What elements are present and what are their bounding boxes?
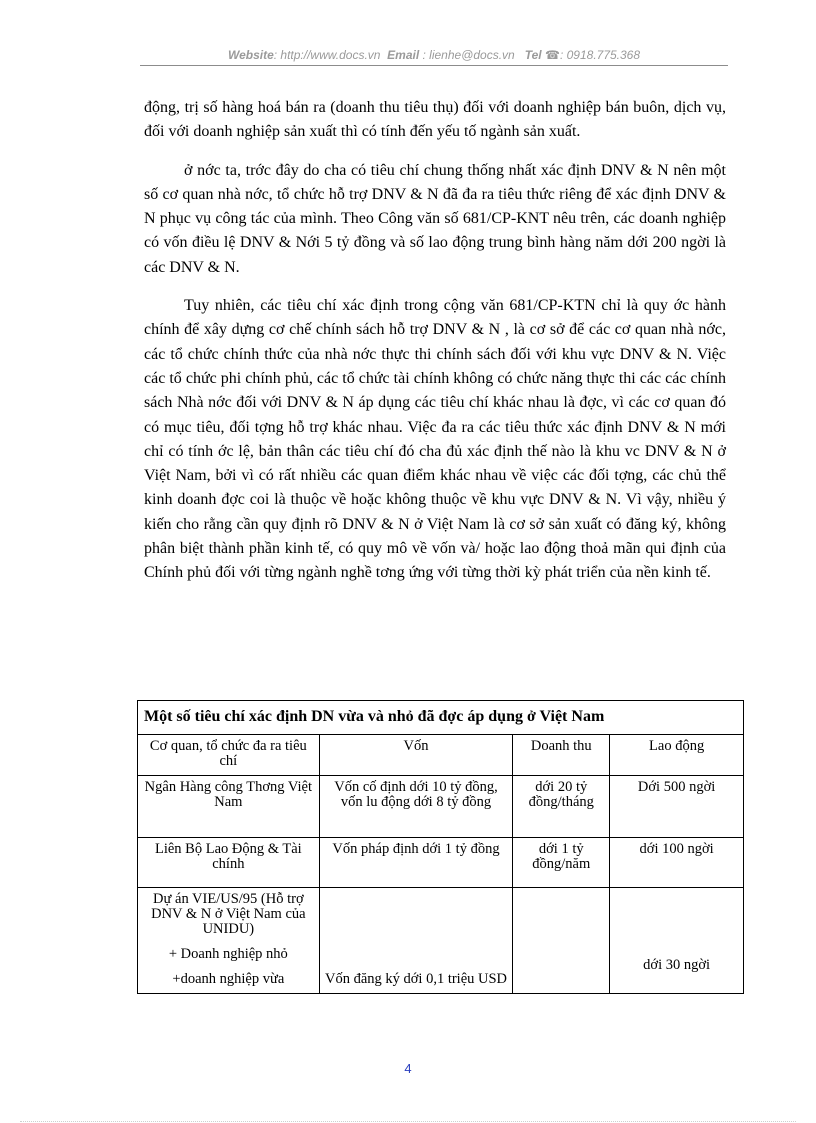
criteria-table: [137, 700, 744, 994]
table-cell: dới 30 ngời: [610, 888, 744, 994]
website-url[interactable]: : http://www.docs.vn: [273, 48, 381, 62]
table-header-row: [138, 735, 744, 776]
column-header: Doanh thu: [513, 735, 610, 776]
page-header: [140, 48, 728, 66]
table-cell: dới 20 tỷ đồng/tháng: [513, 776, 610, 838]
table-row: [138, 888, 744, 994]
small-enterprise-label: + Doanh nghiệp nhỏ: [168, 946, 288, 962]
tel-label: Tel: [524, 48, 542, 62]
phone-icon: ☎: [545, 48, 560, 62]
table-cell: [513, 888, 610, 994]
column-header: Cơ quan, tổ chức đa ra tiêu chí: [138, 735, 320, 776]
column-header: Lao động: [610, 735, 744, 776]
column-header: Vốn: [319, 735, 513, 776]
tel-number: : 0918.775.368: [559, 48, 641, 62]
table-cell: Vốn đăng ký dới 0,1 triệu USD: [319, 888, 513, 994]
table-cell: Ngân Hàng công Thơng Việt Nam: [138, 776, 320, 838]
table-cell: Vốn cố định dới 10 tỷ đồng, vốn lu động dới 8 tỷ đồng: [319, 776, 513, 838]
table-row: [138, 838, 744, 888]
website-label: Website: [227, 48, 274, 62]
paragraph: động, trị số hàng hoá bán ra (doanh thu tiêu thụ) đối với doanh nghiệp bán buôn, dịch vụ, đối với doanh nghiệp sản xuất thì có tính đến yếu tố ngành sản xuất.: [144, 99, 726, 141]
paragraph: Tuy nhiên, các tiêu chí xác định trong cộng văn 681/CP-KTN chỉ là quy ớc hành chính để xây dựng cơ chế chính sách hỗ trợ DNV & N , là cơ sở để các cơ quan nhà nớc, các tổ chức chính thức của nhà nớc thực thi chính sách đối với khu vực DNV & N. Việc các tổ chức phi chính phủ, các tổ chức tài chính không có chức năng thực thi các các chính sách Nhà nớc đối với DNV & N áp dụng các tiêu chí khác nhau là đợc, vì các cơ quan đó có mục tiêu, đối tợng hỗ trợ khác nhau. Việc đa ra các tiêu thức xác định DNV & N mới chỉ có tính ớc lệ, bản thân các tiêu chí đó cha đủ xác định thế nào là khu vc DNV & N ở Việt Nam, bởi vì có rất nhiều các quan điểm khác nhau về việc các đối tợng, các chủ thể kinh doanh đợc coi là thuộc về hoặc không thuộc về khu vực DNV & N. Vì vậy, nhiều ý kiến cho rằng cần quy định rõ DNV & N ở Việt Nam là cơ sở sản xuất có đăng ký, không phân biệt thành phần kinh tế, có quy mô về vốn và/ hoặc lao động thoả mãn qui định của Chính phủ đối với từng ngành nghề tơng ứng với từng thời kỳ phát triển của nền kinh tế.: [144, 297, 726, 582]
table-cell: dới 1 tỷ đồng/năm: [513, 838, 610, 888]
table-cell: dới 100 ngời: [610, 838, 744, 888]
table-title-row: [138, 701, 744, 735]
table-cell: Vốn pháp định dới 1 tỷ đồng: [319, 838, 513, 888]
paragraph: ở nớc ta, trớc đây do cha có tiêu chí chung thống nhất xác định DNV & N nên một số cơ quan nhà nớc, tổ chức hỗ trợ DNV & N đã đa ra tiêu thức riêng để xác định DNV & N phục vụ công tác của mình. Theo Công văn số 681/CP-KNT nêu trên, các doanh nghiệp có vốn điều lệ DNV & Nới 5 tỷ đồng và số lao động trung bình hàng năm dới 200 ngời là các DNV & N.: [144, 161, 726, 276]
table-cell: [138, 888, 320, 994]
body-text: [144, 96, 726, 600]
bottom-divider: [20, 1121, 796, 1122]
page-number: 4: [404, 1061, 412, 1076]
org-name: Dự án VIE/US/95 (Hỗ trợ DNV & N ở Việt Nam của UNIDU): [151, 891, 306, 937]
table-title: Một số tiêu chí xác định DN vừa và nhỏ đã đợc áp dụng ở Việt Nam: [138, 701, 744, 735]
email-address[interactable]: : lienhe@docs.vn: [419, 48, 515, 62]
table-cell: Liên Bộ Lao Động & Tài chính: [138, 838, 320, 888]
email-label: Email: [387, 48, 420, 62]
medium-enterprise-label: +doanh nghiệp vừa: [172, 971, 285, 987]
table-row: [138, 776, 744, 838]
table-cell: Dới 500 ngời: [610, 776, 744, 838]
